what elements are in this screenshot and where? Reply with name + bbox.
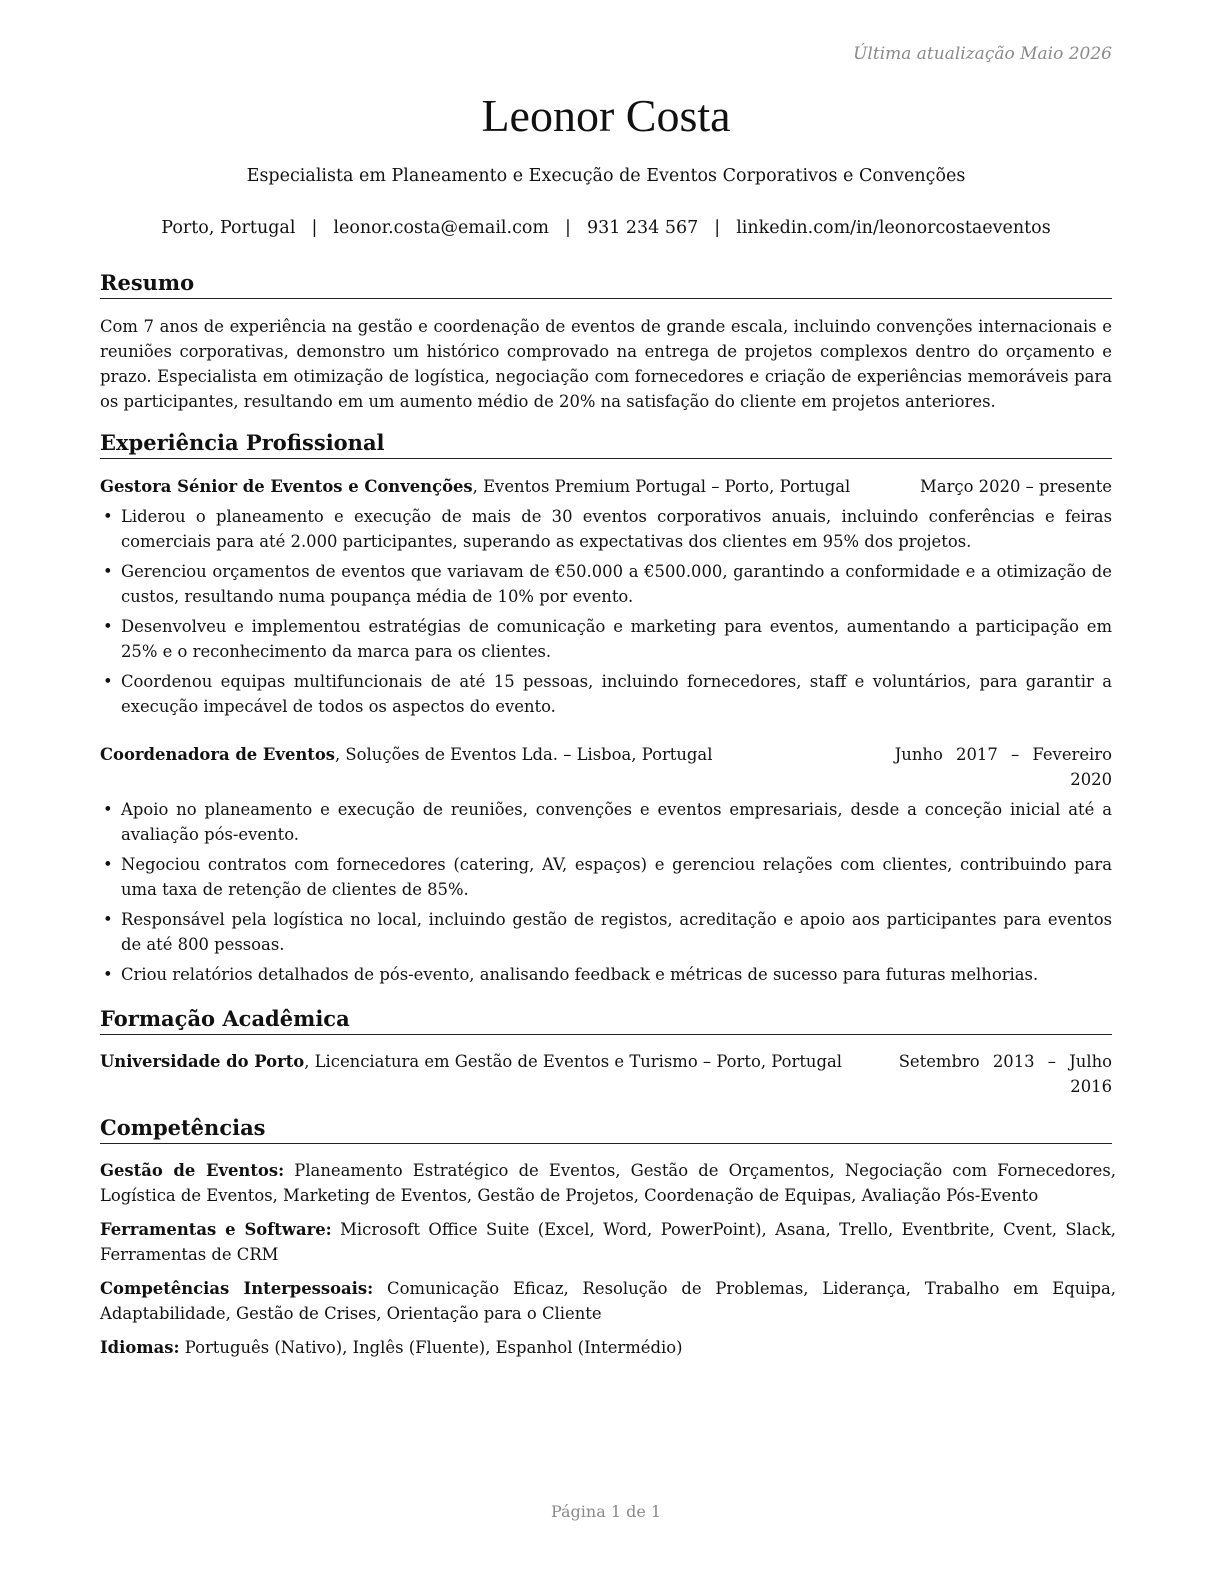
job-dates-line1: Junho 2017 – Fevereiro bbox=[894, 745, 1112, 764]
job-bullets bbox=[100, 504, 1112, 724]
job-company: , Eventos Premium Portugal – Porto, Portugal bbox=[472, 477, 851, 496]
skill-group bbox=[100, 1276, 1116, 1326]
job-header bbox=[100, 742, 1112, 792]
skill-text: Microsoft Office Suite (Excel, Word, PowerPoint), Asana, Trello, Eventbrite, Cvent, Slack, Ferramentas de CRM bbox=[100, 1220, 1116, 1264]
education-dates bbox=[899, 1049, 1112, 1099]
list-item: • Negociou contratos com fornecedores (catering, AV, espaços) e gerenciou relações com clientes, contribuindo para uma taxa de retenção de clientes de 85%. bbox=[100, 852, 1112, 902]
skill-text: Comunicação Eficaz, Resolução de Problemas, Liderança, Trabalho em Equipa, Adaptabilidade, Gestão de Crises, Orientação para o Cliente bbox=[100, 1279, 1117, 1323]
list-item: • Liderou o planeamento e execução de mais de 30 eventos corporativos anuais, incluindo conferências e feiras comerciais para até 2.000 participantes, superando as expectativas dos clientes em 95% dos projetos. bbox=[100, 504, 1112, 554]
last-updated: Última atualização Maio 2026 bbox=[853, 44, 1112, 64]
skill-label: Gestão de Eventos: bbox=[100, 1161, 285, 1180]
job-dates: Março 2020 – presente bbox=[920, 477, 1112, 496]
contact-linkedin[interactable]: linkedin.com/in/leonorcostaeventos bbox=[736, 218, 1051, 238]
separator: | bbox=[714, 218, 721, 238]
skill-text: Português (Nativo), Inglês (Fluente), Espanhol (Intermédio) bbox=[179, 1338, 683, 1357]
contact-location: Porto, Portugal bbox=[161, 218, 296, 238]
section-title-education: Formação Acadêmica bbox=[100, 1006, 1112, 1035]
job-dates-line2: 2020 bbox=[1070, 770, 1112, 789]
summary-text: Com 7 anos de experiência na gestão e coordenação de eventos de grande escala, incluindo convenções internacionais e reuniões corporativas, demonstro um histórico comprovado na entrega de projetos complexos dentro do orçamento e prazo. Especialista em otimização de logística, negociação com fornecedores e criação de experiências memoráveis para os participantes, resultando em um aumento médio de 20% na satisfação do cliente em projetos anteriores. bbox=[100, 317, 1112, 411]
job-role: Coordenadora de Eventos bbox=[100, 745, 336, 764]
education-dates-line1: Setembro 2013 – Julho bbox=[898, 1052, 1112, 1071]
page-number: Página 1 de 1 bbox=[550, 1502, 662, 1521]
skill-group bbox=[100, 1335, 1116, 1360]
contact-phone: 931 234 567 bbox=[586, 218, 699, 238]
skill-group bbox=[100, 1217, 1116, 1267]
job-role: Gestora Sénior de Eventos e Convenções bbox=[100, 477, 473, 496]
separator: | bbox=[565, 218, 571, 238]
skill-label: Ferramentas e Software: bbox=[100, 1220, 332, 1239]
separator: | bbox=[311, 218, 318, 238]
professional-title: Especialista em Planeamento e Execução de Eventos Corporativos e Convenções bbox=[246, 166, 966, 186]
section-title-skills: Competências bbox=[100, 1115, 1112, 1144]
skill-group bbox=[100, 1158, 1116, 1208]
skill-label: Competências Interpessoais: bbox=[100, 1279, 374, 1298]
section-title-summary: Resumo bbox=[100, 270, 1112, 299]
contact-email[interactable]: leonor.costa@email.com bbox=[333, 218, 550, 238]
education-dates-line2: 2016 bbox=[1070, 1077, 1112, 1096]
list-item: • Desenvolveu e implementou estratégias de comunicação e marketing para eventos, aumentando a participação em 25% e o reconhecimento da marca para os clientes. bbox=[100, 614, 1112, 664]
job-dates bbox=[895, 742, 1112, 792]
job-company: , Soluções de Eventos Lda. – Lisboa, Portugal bbox=[335, 745, 713, 764]
skill-text: Planeamento Estratégico de Eventos, Gestão de Orçamentos, Negociação com Fornecedores, Logística de Eventos, Marketing de Eventos, Gestão de Projetos, Coordenação de Equipas, Avaliação Pós-Evento bbox=[100, 1161, 1116, 1205]
list-item: • Gerenciou orçamentos de eventos que variavam de €50.000 a €500.000, garantindo a conformidade e a otimização de custos, resultando numa poupança média de 10% por evento. bbox=[100, 559, 1112, 609]
section-title-experience: Experiência Profissional bbox=[100, 430, 1112, 459]
education-entry bbox=[100, 1049, 1112, 1099]
job-header bbox=[100, 474, 1112, 499]
job-bullets bbox=[100, 797, 1112, 992]
skill-label: Idiomas: bbox=[100, 1338, 180, 1357]
list-item: • Criou relatórios detalhados de pós-evento, analisando feedback e métricas de sucesso para futuras melhorias. bbox=[100, 962, 1112, 987]
resume-page bbox=[100, 0, 1117, 1584]
candidate-name: Leonor Costa bbox=[481, 90, 731, 141]
list-item: • Responsável pela logística no local, incluindo gestão de registos, acreditação e apoio aos participantes para eventos de até 800 pessoas. bbox=[100, 907, 1112, 957]
education-school: Universidade do Porto bbox=[100, 1052, 305, 1071]
education-degree: , Licenciatura em Gestão de Eventos e Turismo – Porto, Portugal bbox=[304, 1052, 842, 1071]
list-item: • Apoio no planeamento e execução de reuniões, convenções e eventos empresariais, desde a conceção inicial até a avaliação pós-evento. bbox=[100, 797, 1112, 847]
list-item: • Coordenou equipas multifuncionais de até 15 pessoas, incluindo fornecedores, staff e voluntários, para garantir a execução impecável de todos os aspectos do evento. bbox=[100, 669, 1112, 719]
contact-line bbox=[100, 218, 1112, 238]
